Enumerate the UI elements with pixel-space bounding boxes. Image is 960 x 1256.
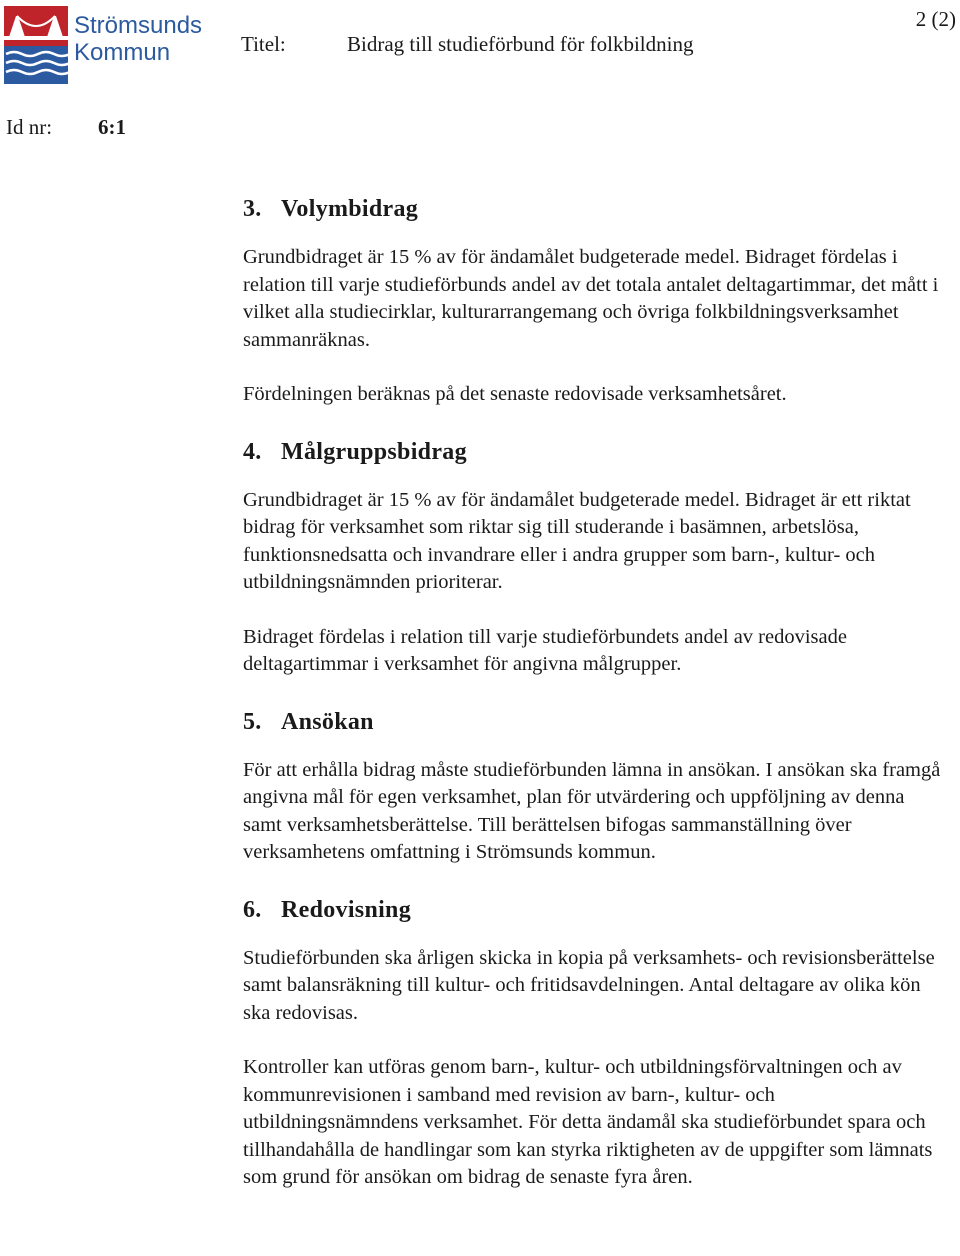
- section-title: Redovisning: [281, 896, 412, 923]
- id-label: Id nr:: [6, 115, 53, 139]
- paragraph: Studieförbunden ska årligen skicka in kopia på verksamhets- och revisionsberättelse samt balansräkning till kultur- och fritidsavdelningen. Antal deltagare av olika kön ska redovisas.: [243, 946, 935, 1024]
- id-value: 6:1: [98, 115, 126, 139]
- section-heading-ansokan: [243, 706, 943, 738]
- section-number: 6.: [243, 896, 262, 923]
- page-number: 2 (2): [915, 7, 956, 31]
- paragraph: Grundbidraget är 15 % av för ändamålet budgeterade medel. Bidraget fördelas i relation till varje studieförbunds andel av det totala antalet deltagartimmar, det mått i vilket alla studiecirklar, kulturarrangemang och övriga folkbildningsverksamhet sammanräknas.: [243, 246, 939, 351]
- kommun-logo: [4, 6, 203, 88]
- logo-text: [74, 12, 202, 66]
- section-heading-malgruppsbidrag: [243, 436, 943, 468]
- section-title: Ansökan: [281, 708, 374, 735]
- paragraph: Fördelningen beräknas på det senaste redovisade verksamhetsåret.: [243, 383, 787, 405]
- title-label: Titel:: [241, 32, 286, 56]
- section-number: 3.: [243, 196, 262, 222]
- bridge-emblem-icon: [4, 6, 68, 84]
- logo-line-1: Strömsunds: [74, 12, 203, 39]
- section-title: Målgruppsbidrag: [281, 438, 467, 465]
- logo-line-2: Kommun: [74, 39, 171, 66]
- section-number: 4.: [243, 438, 262, 465]
- section-title: Volymbidrag: [281, 196, 419, 222]
- section-heading-redovisning: [243, 894, 943, 926]
- section-number: 5.: [243, 708, 262, 735]
- paragraph: Bidraget fördelas i relation till varje studieförbundets andel av redovisade deltagartimmar i verksamhet för angivna målgrupper.: [243, 625, 847, 675]
- section-heading-volymbidrag: [243, 193, 943, 225]
- paragraph: För att erhålla bidrag måste studieförbunden lämna in ansökan. I ansökan ska framgå angivna mål för egen verksamhet, plan för utvärdering och uppföljning av denna samt verksamhetsberättelse. Till berättelsen bifogas sammanställning över verksamhetens omfattning i Strömsunds kommun.: [243, 758, 941, 863]
- document-body: [243, 193, 943, 1219]
- paragraph: Grundbidraget är 15 % av för ändamålet budgeterade medel. Bidraget är ett riktat bidrag för verksamhet som riktar sig till studerande i basämnen, arbetslösa, funktionsnedsatta och invandrare eller i andra grupper som barn-, kultur- och utbildningsnämnden prioriterar.: [243, 488, 911, 593]
- paragraph: Kontroller kan utföras genom barn-, kultur- och utbildningsförvaltningen och av kommunrevisionen i samband med revision av barn-, kultur- och utbildningsnämndens verksamhet. För detta ändamål ska studieförbundet spara och tillhandahålla de handlingar som kan styrka riktigheten av de uppgifter som lämnats som grund för ansökan om bidrag de senaste fyra åren.: [243, 1056, 933, 1188]
- document-title: Bidrag till studieförbund för folkbildning: [347, 32, 694, 56]
